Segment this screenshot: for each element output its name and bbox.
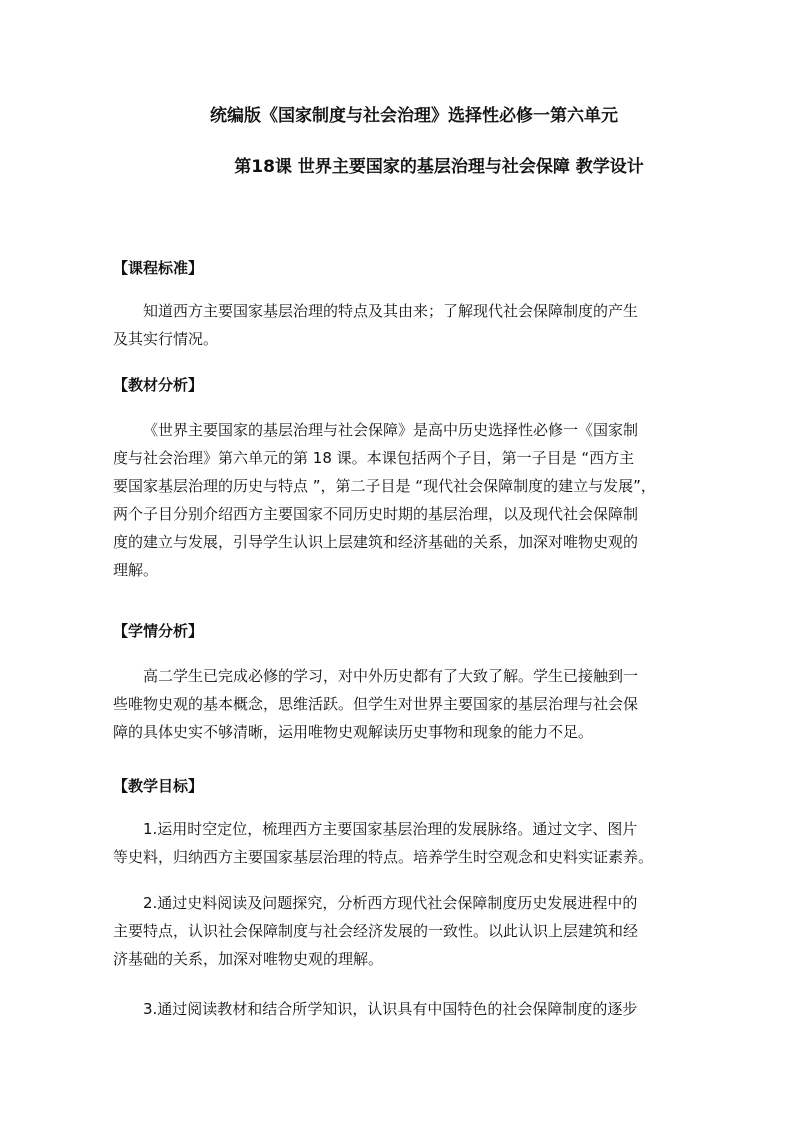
section-heading-student-analysis: 【学情分析】 — [113, 622, 204, 640]
text-line: 高二学生已完成必修的学习，对中外历史都有了大致了解。学生已接触到一 — [143, 667, 639, 685]
text-line: 等史料，归纳西方主要国家基层治理的特点。培养学生时空观念和史料实证素养。 — [113, 848, 654, 866]
document-title: 统编版《国家制度与社会治理》选择性必修一第六单元 — [210, 106, 618, 126]
text-line: 度与社会治理》第六单元的第 18 课。本课包括两个子目，第一子目是 “西方主 — [113, 449, 635, 467]
objective-2-paragraph — [113, 889, 688, 973]
section-heading-teaching-objectives: 【教学目标】 — [113, 777, 204, 795]
text-line: 2.通过史料阅读及问题探究，分析西方现代社会保障制度历史发展进程中的 — [143, 894, 638, 912]
objective-1-paragraph — [113, 815, 688, 871]
text-line: 主要特点，认识社会保障制度与社会经济发展的一致性。以此认识上层建筑和经 — [113, 922, 639, 940]
text-line: 度的建立与发展，引导学生认识上层建筑和经济基础的关系，加深对唯物史观的 — [113, 533, 639, 551]
textbook-analysis-paragraph — [113, 416, 688, 584]
text-line: 及其实行情况。 — [113, 330, 219, 348]
text-line: 理解。 — [113, 561, 159, 579]
objective-3-paragraph — [113, 995, 688, 1023]
text-line: 要国家基层治理的历史与特点 ”，第二子目是 “现代社会保障制度的建立与发展”， — [113, 477, 656, 495]
curriculum-standard-paragraph — [113, 297, 688, 353]
section-heading-textbook-analysis: 【教材分析】 — [113, 376, 204, 394]
student-analysis-paragraph — [113, 662, 688, 746]
text-line: 济基础的关系，加深对唯物史观的理解。 — [113, 950, 384, 968]
text-line: 障的具体史实不够清晰，运用唯物史观解读历史事物和现象的能力不足。 — [113, 723, 594, 741]
text-line: 知道西方主要国家基层治理的特点及其由来；了解现代社会保障制度的产生 — [143, 302, 639, 320]
text-line: 些唯物史观的基本概念，思维活跃。但学生对世界主要国家的基层治理与社会保 — [113, 695, 639, 713]
text-line: 《世界主要国家的基层治理与社会保障》是高中历史选择性必修一《国家制 — [143, 421, 639, 439]
section-heading-curriculum-standard: 【课程标准】 — [113, 259, 204, 277]
text-line: 3.通过阅读教材和结合所学知识，认识具有中国特色的社会保障制度的逐步 — [143, 1000, 638, 1018]
text-line: 1.运用时空定位，梳理西方主要国家基层治理的发展脉络。通过文字、图片 — [143, 820, 638, 838]
lesson-title: 第18课 世界主要国家的基层治理与社会保障 教学设计 — [234, 157, 644, 177]
text-line: 两个子目分别介绍西方主要国家不同历史时期的基层治理，以及现代社会保障制 — [113, 505, 639, 523]
